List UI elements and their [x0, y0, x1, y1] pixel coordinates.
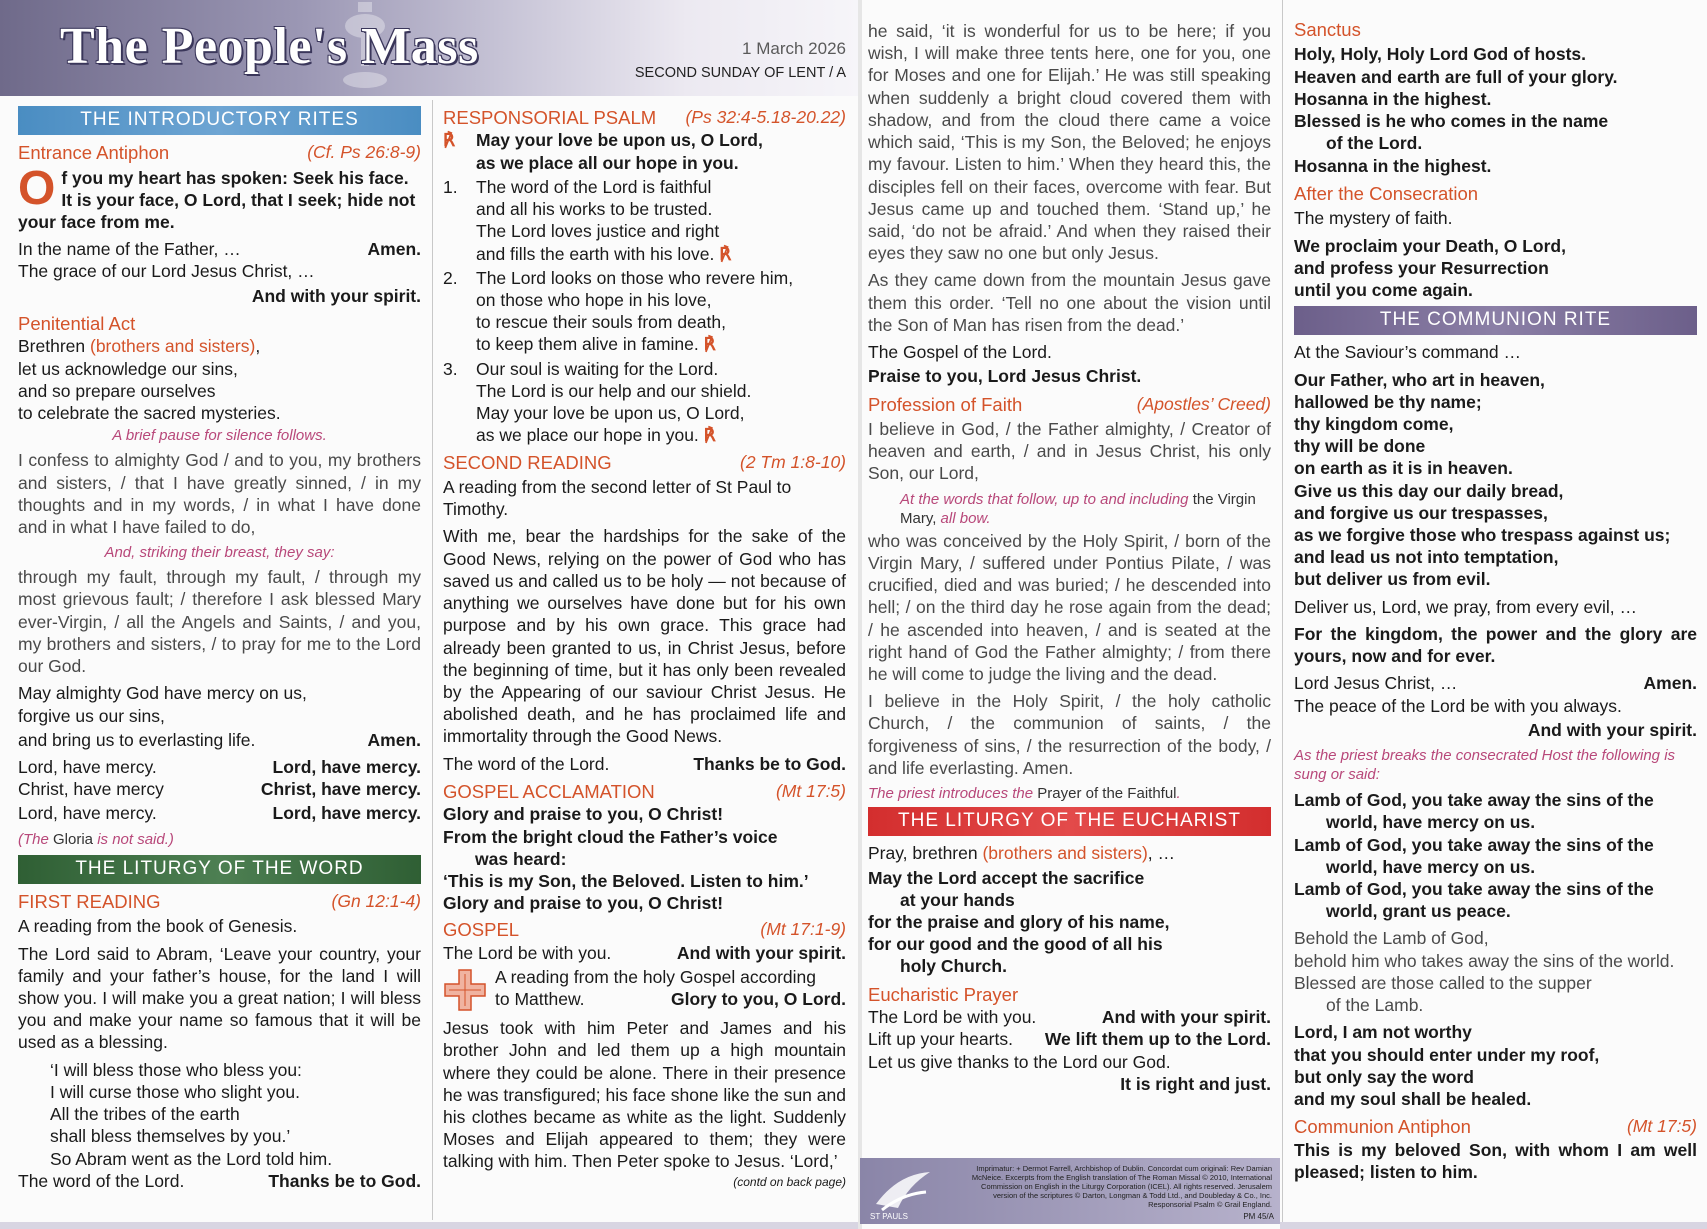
- kyrie-row: Lord, have mercy. Lord, have mercy.: [18, 803, 421, 824]
- column-gospel-cont: [868, 18, 1271, 1095]
- right-and-just: It is right and just.: [1120, 1073, 1271, 1094]
- communion-antiphon-text: This is my beloved Son, with whom I am well pleased; listen to him.: [1294, 1139, 1697, 1182]
- breast-rubric: And, striking their breast, they say:: [104, 544, 335, 562]
- greeting-response: And with your spirit.: [251, 285, 421, 306]
- second-reading-intro: A reading from the second letter of St Paul to Timothy.: [443, 477, 792, 520]
- gospel-continued-text: he said, ‘it is wonderful for us to be here; if you wish, I will make three tents here, one for you, one for Moses and one for Elijah.’ He was still speaking when suddenly a bright cloud covered them with shadow, and from the cloud there came a voice which said, ‘This is my Son, the Beloved; he enjoys my favour. Listen to him.’ When they heard this, the disciples fell on their faces, overcome with fear. But Jesus came up and touched them. ‘Stand up,’ he said, ‘do not be afraid.’ And when they raised their eyes they saw no one but only Jesus.: [868, 21, 1271, 264]
- leaflet-title: The People's Mass: [60, 18, 479, 75]
- entrance-antiphon-text: Of you my heart has spoken: Seek his face. It is your face, O Lord, that I seek; hide not your face from me.: [18, 161, 416, 233]
- creed-text-3: I believe in the Holy Spirit, / the holy catholic Church, / the communion of saints, / the forgiveness of sins, / the resurrection of the body, / and life everlasting. Amen.: [868, 691, 1271, 778]
- response-icon: ℟: [443, 130, 455, 151]
- mercy-line-2: forgive us our sins,: [18, 705, 165, 726]
- column-divider: [1282, 0, 1283, 1229]
- preface-dialogue: Lift up your hearts. We lift them up to the Lord.: [868, 1029, 1271, 1050]
- gospel-greeting: The Lord be with you. And with your spirit.: [443, 942, 846, 963]
- mass-date: 1 March 2026: [742, 39, 846, 58]
- gospel-announcement: A reading from the holy Gospel according to Matthew. Glory to you, O Lord.: [443, 966, 846, 1012]
- entrance-antiphon-heading: Entrance Antiphon (Cf. Ps 26:8-9): [18, 142, 421, 164]
- acclamation-response: We proclaim your Death, O Lord, and profess your Resurrection until you come again.: [1294, 235, 1566, 300]
- section-band-introductory: THE INTRODUCTORY RITES: [18, 106, 421, 135]
- sanctus-heading: Sanctus: [1294, 19, 1361, 40]
- first-reading-close: The word of the Lord. Thanks be to God.: [18, 1170, 421, 1191]
- gospel-text: Jesus took with him Peter and James and his brother John and led them up a high mountain where they could be alone. There in their presence he was transfigured; his face shone like the sun and his clothes became as white as the light. Suddenly Moses and Elijah appeared to them; they were talking with him. Then Peter spoke to Jesus. ‘Lord,’: [443, 1018, 846, 1172]
- column-introductory: [18, 102, 421, 1192]
- column-readings: [443, 102, 846, 1190]
- leaflet-code: PM 45/A: [1243, 1212, 1274, 1222]
- drop-cap: O: [18, 161, 56, 215]
- continued-note: (contd on back page): [733, 1174, 846, 1189]
- creed-text-2: who was conceived by the Holy Spirit, / born of the Virgin Mary, / suffered under Pontius Pilate, / was crucified, died and was buried; / he descended into hell; / on the third day he rose again from the dead; / he ascended into heaven, / and is seated at the right hand of God the Father almighty; / from there he will come to judge the living and the dead.: [868, 530, 1271, 685]
- fault-text: through my fault, through my fault, / through my most grievous fault; / therefore I ask blessed Mary ever-Virgin, / all the Angels and Saints, / and you, my brothers and sisters, / to pray for me to the Lord our God.: [18, 567, 421, 677]
- mercy-line-1: May almighty God have mercy on us,: [18, 683, 307, 704]
- psalm-heading: RESPONSORIAL PSALM (Ps 32:4-5.18-20.22): [443, 107, 846, 128]
- section-band-communion: THE COMMUNION RITE: [1294, 306, 1697, 335]
- first-reading-poem: ‘I will bless those who bless you: I will curse those who slight you. All the tribes of the earth shall bless themselves by you.’ So Abram went as the Lord told him.: [50, 1059, 333, 1169]
- confiteor-text: I confess to almighty God / and to you, my brothers and sisters, / that I have greatly sinned, / in my thoughts and in my words, / in what I have done and in what I have failed to do,: [18, 450, 421, 537]
- column-communion: [1294, 18, 1697, 1183]
- communion-antiphon-heading: Communion Antiphon (Mt 17:5): [1294, 1116, 1697, 1138]
- peace-greeting: The peace of the Lord be with you always.: [1294, 695, 1622, 716]
- give-thanks-line: Let us give thanks to the Lord our God.: [868, 1051, 1171, 1072]
- sanctus-text: Holy, Holy, Holy Lord God of hosts. Heaven and earth are full of your glory. Hosanna in the highest. Blessed is he who comes in the name of the Lord. Hosanna in the highest.: [1294, 44, 1618, 176]
- creed-heading: Profession of Faith (Apostles’ Creed): [868, 393, 1271, 415]
- psalm-verse: 2. The Lord looks on those who revere him, on those who hope in his love, to rescue their souls from death, to keep them alive in famine. ℟: [443, 267, 794, 355]
- doxology: For the kingdom, the power and the glory are yours, now and for ever.: [1294, 623, 1697, 667]
- psalm-verse: 3. Our soul is waiting for the Lord. The Lord is our help and our shield. May your love be upon us, O Lord, as we place our hope in you. ℟: [443, 358, 752, 446]
- gospel-close-response: Praise to you, Lord Jesus Christ.: [868, 366, 1142, 387]
- consecration-heading: After the Consecration: [1294, 182, 1479, 204]
- lord-not-worthy: Lord, I am not worthy that you should enter under my roof, but only say the word and my soul shall be healed.: [1294, 1022, 1600, 1109]
- gospel-close: The Gospel of the Lord.: [868, 342, 1052, 363]
- acknowledge-line-1: let us acknowledge our sins,: [18, 358, 238, 379]
- imprimatur-footer: [860, 1158, 1280, 1224]
- our-father: Our Father, who art in heaven, hallowed be thy name; thy kingdom come, thy will be done on earth as it is in heaven. Give us this day our daily bread, and forgive us our trespasses, as we forgive those who trespass against us; and lead us not into temptation, but deliver us from evil.: [1294, 369, 1671, 590]
- acknowledge-line-2: and so prepare ourselves: [18, 380, 216, 401]
- pray-brethren: Pray, brethren (brothers and sisters), …: [868, 843, 1176, 864]
- prayer-faithful-rubric: The priest introduces the Prayer of the Faithful.: [868, 785, 1181, 803]
- gloria-note: (The Gloria is not said.): [18, 830, 174, 848]
- acknowledge-line-3: to celebrate the sacred mysteries.: [18, 403, 281, 424]
- accept-sacrifice: May the Lord accept the sacrifice at your hands for the praise and glory of his name, for our good and the good of all his holy Church.: [868, 867, 1170, 977]
- second-reading-text: With me, bear the hardships for the sake of the Good News, relying on the power of God who has saved us and called us to be holy — not because of anything we ourselves have done but for his own purpose and by his own grace. This grace had already been granted to us, in Christ Jesus, before the beginning of time, but it has only been revealed by the Appearing of our saviour Christ Jesus. He abolished death, and he has proclaimed life and immortality through the Good News.: [443, 526, 846, 747]
- section-band-eucharist: THE LITURGY OF THE EUCHARIST: [868, 807, 1271, 836]
- section-band-word: THE LITURGY OF THE WORD: [18, 855, 421, 884]
- greeting: The grace of our Lord Jesus Christ, …: [18, 261, 315, 282]
- fraction-rubric: As the priest breaks the consecrated Host the following is sung or said:: [1294, 747, 1676, 784]
- kyrie-row: Lord, have mercy. Lord, have mercy.: [18, 757, 421, 777]
- gospel-continued-text-2: As they came down from the mountain Jesus gave them this order. ‘Tell no one about the vision until the Son of Man has risen from the dead.’: [868, 270, 1271, 335]
- psalm-response: ℟ May your love be upon us, O Lord, as we place all our hope in you.: [443, 130, 763, 173]
- second-reading-close: The word of the Lord. Thanks be to God.: [443, 753, 846, 774]
- first-reading-text: The Lord said to Abram, ‘Leave your country, your family and your father’s house, for the land I will show you. I will make you a great nation; I will bless you and make your name so famous that it will be used as a blessing.: [18, 943, 421, 1053]
- behold-lamb: Behold the Lamb of God, behold him who takes away the sins of the world. Blessed are those called to the supper of the Lamb.: [1294, 928, 1675, 1016]
- creed-text-1: I believe in God, / the Father almighty, / Creator of heaven and earth, / and in Jesus Christ, his only Son, our Lord,: [868, 418, 1271, 484]
- agnus-dei: Lamb of God, you take away the sins of the world, have mercy on us. Lamb of God, you take away the sins of the world, have mercy on us. Lamb of God, you take away the sins of the world, grant us peace.: [1294, 790, 1654, 922]
- creed-bow-rubric: At the words that follow, up to and including the Virgin Mary, all bow.: [900, 490, 1256, 527]
- eucharistic-prayer-heading: Eucharistic Prayer: [868, 983, 1019, 1005]
- brethren-line: Brethren (brothers and sisters),: [18, 336, 261, 357]
- bottom-strip: [0, 1222, 858, 1229]
- sign-of-cross: In the name of the Father, … Amen.: [18, 239, 421, 260]
- peace-prayer: Lord Jesus Christ, … Amen.: [1294, 673, 1697, 694]
- acclamation-heading: GOSPEL ACCLAMATION (Mt 17:5): [443, 780, 846, 802]
- psalm-verse: 1. The word of the Lord is faithful and all his works to be trusted. The Lord loves justice and right and fills the earth with his love. ℟: [443, 176, 732, 264]
- penitential-heading: Penitential Act: [18, 312, 136, 334]
- acclamation-text: Glory and praise to you, O Christ! From the bright cloud the Father’s voice was heard: ‘This is my Son, the Beloved. Listen to him.’ Glory and praise to you, O Christ!: [443, 804, 809, 914]
- cross-icon: [443, 968, 487, 1012]
- preface-dialogue: The Lord be with you. And with your spirit.: [868, 1007, 1271, 1028]
- deliver-us: Deliver us, Lord, we pray, from every evil, …: [1294, 596, 1637, 617]
- second-reading-heading: SECOND READING (2 Tm 1:8-10): [443, 451, 846, 473]
- masthead: [0, 0, 858, 96]
- liturgical-day: SECOND SUNDAY OF LENT / A: [634, 65, 846, 81]
- publisher-name: ST PAULS: [870, 1212, 908, 1222]
- peace-response: And with your spirit.: [1527, 719, 1697, 740]
- imprimatur-text: Imprimatur: + Dermot Farrell, Archbishop of Dublin. Concordat cum originali: Rev Damian McNeice. Excerpts from the English translation of The Roman Missal © 2010, International Commission on English in the Liturgy Corporation (ICEL). All rights reserved. Jerusalem version of the scriptures © Darton, Longman & Todd Ltd., and Doubleday & Co., Inc. Responsorial Psalm © Grail England.: [971, 1164, 1272, 1209]
- first-reading-intro: A reading from the book of Genesis.: [18, 916, 298, 937]
- column-divider: [432, 100, 433, 1220]
- bottom-strip: [1280, 1222, 1707, 1229]
- mercy-line-3: and bring us to everlasting life. Amen.: [18, 729, 421, 750]
- kyrie-row: Christ, have mercy Christ, have mercy.: [18, 779, 421, 800]
- saviour-command: At the Saviour’s command …: [1294, 342, 1521, 363]
- page-fold: [858, 0, 862, 1229]
- mystery-of-faith: The mystery of faith.: [1294, 208, 1453, 229]
- gospel-heading: GOSPEL (Mt 17:1-9): [443, 919, 846, 941]
- first-reading-heading: FIRST READING (Gn 12:1-4): [18, 890, 421, 912]
- pause-rubric: A brief pause for silence follows.: [112, 427, 327, 445]
